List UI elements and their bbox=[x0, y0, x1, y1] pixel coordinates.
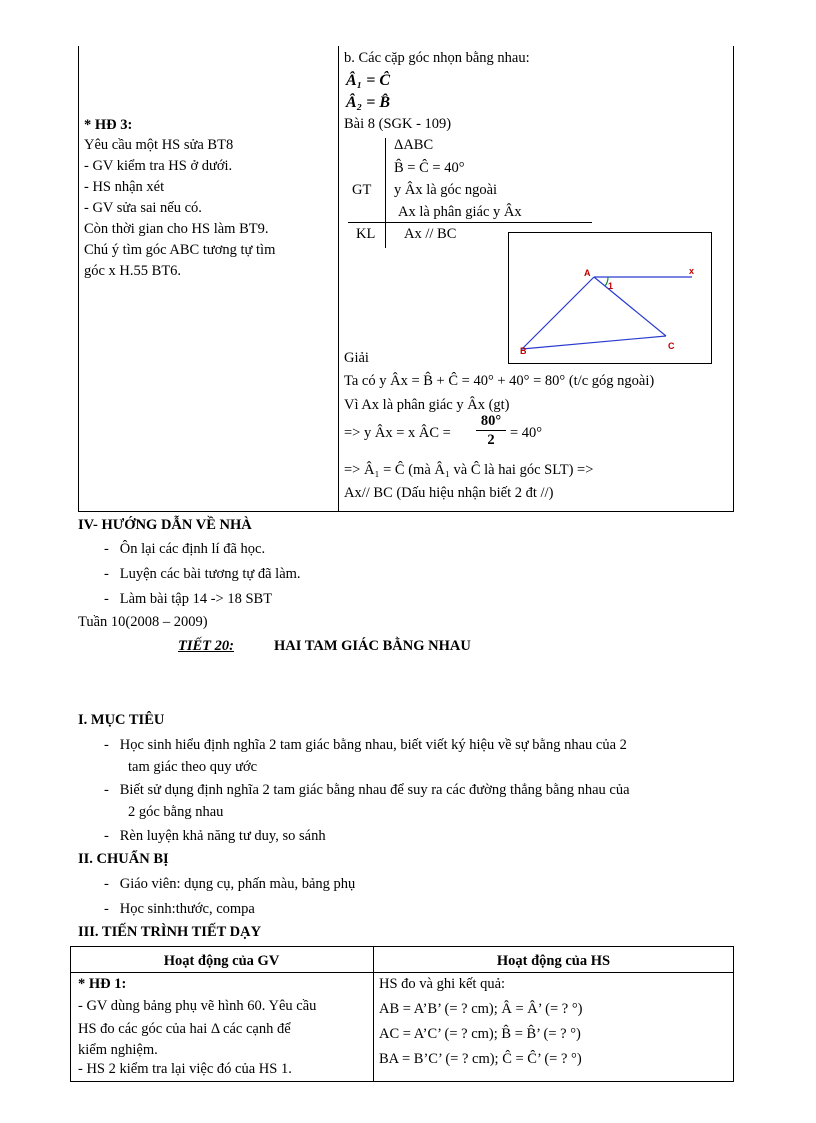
objective-3: - Rèn luyện khả năng tư duy, so sánh bbox=[104, 828, 326, 844]
objective-2-cont: 2 góc bằng nhau bbox=[128, 804, 224, 820]
label-b: B bbox=[520, 346, 527, 356]
lesson-title: HAI TAM GIÁC BẰNG NHAU bbox=[274, 638, 471, 654]
equation-a2-b: Â₂ = B̂ bbox=[346, 94, 391, 111]
gt-line-2: B̂ = Ĉ = 40° bbox=[394, 160, 465, 176]
solution-line-4: => Â₁ = Ĉ (mà Â₁ và Ĉ là hai góc SLT) => bbox=[344, 462, 594, 478]
gt-line-3: y Âx là góc ngoài bbox=[394, 182, 498, 198]
gv-line-2: HS đo các góc của hai Δ các cạnh để bbox=[78, 1021, 291, 1037]
gt-line-1: ΔABC bbox=[394, 137, 434, 153]
left-line-3: - HS nhận xét bbox=[84, 179, 165, 195]
hs-line-1: HS đo và ghi kết quả: bbox=[379, 976, 506, 992]
hs-line-2: AB = A’B’ (= ? cm); Â = Â’ (= ? °) bbox=[379, 1001, 583, 1017]
section3-title: III. TIẾN TRÌNH TIẾT DẠY bbox=[78, 924, 262, 940]
hd3-title: * HĐ 3: bbox=[84, 117, 133, 133]
gtkl-horizontal-line bbox=[348, 222, 592, 223]
section1-title: I. MỤC TIÊU bbox=[78, 712, 165, 728]
solution-line-5: Ax// BC (Dấu hiệu nhận biết 2 đt //) bbox=[344, 485, 554, 501]
section2-title: II. CHUẨN BỊ bbox=[78, 851, 169, 867]
kl-line: Ax // BC bbox=[404, 226, 457, 242]
header-gv: Hoạt động của GV bbox=[163, 953, 280, 969]
objective-1-cont: tam giác theo quy ước bbox=[128, 759, 258, 775]
activity-table-header-border bbox=[70, 972, 734, 973]
table1-right-border bbox=[733, 46, 734, 512]
left-line-6: Chú ý tìm góc ABC tương tự tìm bbox=[84, 242, 276, 258]
week-label: Tuần 10(2008 – 2009) bbox=[78, 614, 208, 630]
gv-line-3: kiểm nghiệm. bbox=[78, 1042, 158, 1058]
table1-left-border bbox=[78, 46, 79, 512]
hs-line-4: BA = B’C’ (= ? cm); Ĉ = Ĉ’ (= ? °) bbox=[379, 1051, 582, 1067]
solution-line-3-prefix: => y Âx = x ÂC = bbox=[344, 425, 451, 441]
left-line-5: Còn thời gian cho HS làm BT9. bbox=[84, 221, 269, 237]
section4-item-2: - Luyện các bài tương tự đã làm. bbox=[104, 566, 301, 582]
solution-line-1: Ta có y Âx = B̂ + Ĉ = 40° + 40° = 80° (t/c góg ngoài) bbox=[344, 373, 655, 389]
solution-line-3-suffix: = 40° bbox=[510, 425, 543, 441]
label-a: A bbox=[584, 268, 591, 278]
label-x: x bbox=[689, 266, 695, 276]
left-line-4: - GV sửa sai nếu có. bbox=[84, 200, 202, 216]
equation-a1-c: Â₁ = Ĉ bbox=[346, 72, 391, 89]
objective-1: - Học sinh hiểu định nghĩa 2 tam giác bằng nhau, biết viết ký hiệu về sự bằng nhau của 2 bbox=[104, 737, 627, 753]
table1-bottom-border bbox=[78, 511, 734, 512]
triangle-figure bbox=[508, 232, 712, 364]
fraction-denominator: 2 bbox=[487, 432, 495, 448]
label-c: C bbox=[668, 341, 675, 351]
section4-title: IV- HƯỚNG DẪN VỀ NHÀ bbox=[78, 517, 252, 533]
hs-line-3: AC = A’C’ (= ? cm); B̂ = B̂’ (= ? °) bbox=[379, 1026, 581, 1042]
objective-2: - Biết sử dụng định nghĩa 2 tam giác bằng nhau để suy ra các đường thẳng bằng nhau của bbox=[104, 782, 630, 798]
hd1-title: * HĐ 1: bbox=[78, 976, 127, 992]
gv-line-4: - HS 2 kiểm tra lại việc đó của HS 1. bbox=[78, 1061, 292, 1077]
section4-item-3: - Làm bài tập 14 -> 18 SBT bbox=[104, 591, 273, 607]
left-line-2: - GV kiểm tra HS ở dưới. bbox=[84, 158, 233, 174]
solution-line-2: Vì Ax là phân giác y Âx (gt) bbox=[344, 397, 510, 413]
gt-line-4: Ax là phân giác y Âx bbox=[398, 204, 522, 220]
gtkl-vertical-line bbox=[385, 138, 386, 248]
fraction bbox=[476, 412, 506, 449]
label-1: 1 bbox=[608, 281, 614, 291]
table1-mid-border bbox=[338, 46, 339, 512]
left-line-1: Yêu cầu một HS sửa BT8 bbox=[84, 137, 234, 153]
header-hs: Hoạt động của HS bbox=[496, 953, 611, 969]
left-line-7: góc x H.55 BT6. bbox=[84, 263, 182, 279]
gt-label: GT bbox=[352, 182, 372, 198]
kl-label: KL bbox=[356, 226, 376, 242]
exercise-8-heading: Bài 8 (SGK - 109) bbox=[344, 116, 452, 132]
lesson-label: TIẾT 20: bbox=[178, 638, 234, 654]
preparation-1: - Giáo viên: dụng cụ, phấn màu, bảng phụ bbox=[104, 876, 356, 892]
part-b-heading: b. Các cặp góc nhọn bằng nhau: bbox=[344, 50, 530, 66]
preparation-2: - Học sinh:thước, compa bbox=[104, 901, 255, 917]
section4-item-1: - Ôn lại các định lí đã học. bbox=[104, 541, 266, 557]
fraction-numerator: 80° bbox=[476, 412, 506, 431]
solution-heading: Giải bbox=[344, 350, 369, 366]
gv-line-1: - GV dùng bảng phụ vẽ hình 60. Yêu cầu bbox=[78, 998, 317, 1014]
